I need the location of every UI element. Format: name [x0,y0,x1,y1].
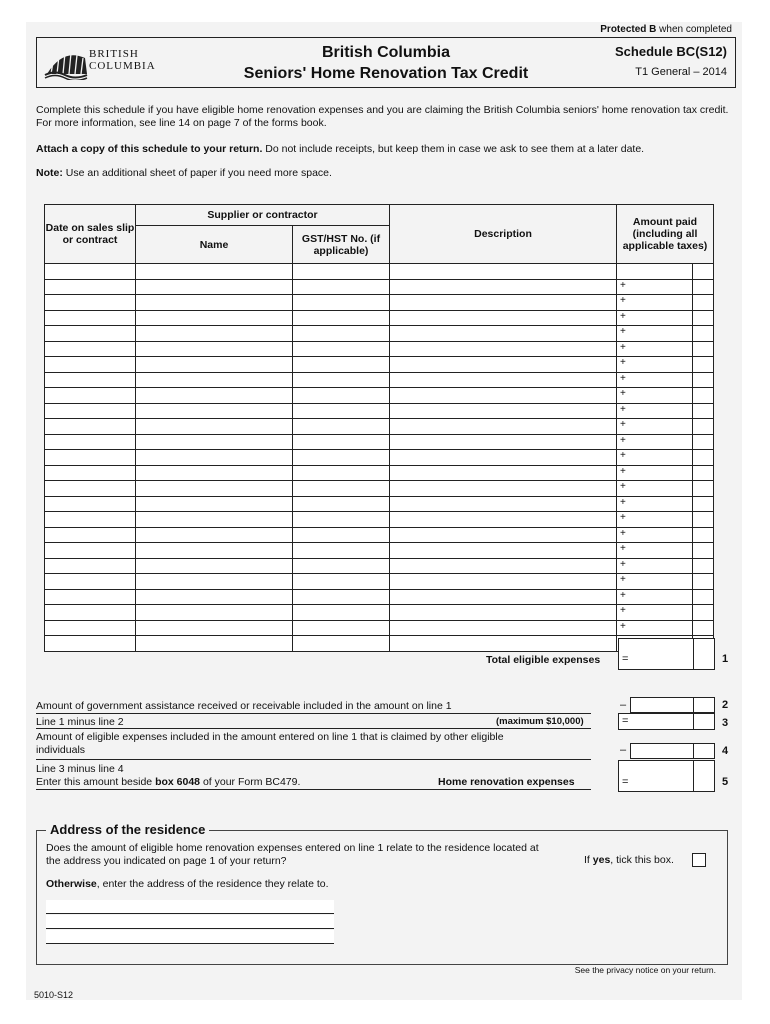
description-cell[interactable] [390,574,617,590]
table-row [45,372,714,388]
address-line-1-field[interactable] [46,900,334,913]
gst-cell[interactable] [293,419,390,435]
gst-cell[interactable] [293,605,390,621]
cents-cell[interactable] [693,481,714,497]
line-3-symbol: = [622,715,629,727]
description-cell[interactable] [390,481,617,497]
name-cell[interactable] [136,574,293,590]
home-renovation-label: Home renovation expenses [438,776,575,788]
table-row [45,481,714,497]
name-cell[interactable] [136,543,293,559]
cents-cell[interactable] [693,589,714,605]
logo-line-1: BRITISH [89,48,139,60]
cents-cell[interactable] [693,434,714,450]
gst-cell[interactable] [293,279,390,295]
gst-cell[interactable] [293,481,390,497]
intro-paragraph: Complete this schedule if you have eligible home renovation expenses and you are claiming the British Columbia seniors' home renovation tax credit. For more information, see line 14 on page 7 of the forms book. [36,104,729,129]
address-line-1 [46,913,334,914]
description-cell[interactable] [390,419,617,435]
table-row [45,543,714,559]
line-3-maximum: (maximum $10,000) [496,716,584,727]
header-gst: GST/HST No. (if applicable) [293,226,390,264]
cents-cell[interactable] [693,620,714,636]
name-cell[interactable] [136,310,293,326]
gst-cell[interactable] [293,512,390,528]
name-cell[interactable] [136,589,293,605]
amount-cell[interactable] [617,279,693,295]
amount-cell[interactable] [617,434,693,450]
description-cell[interactable] [390,527,617,543]
table-row [45,589,714,605]
plus-sign: + [620,388,626,399]
gst-cell[interactable] [293,357,390,373]
amount-cell[interactable] [617,512,693,528]
name-cell[interactable] [136,372,293,388]
address-line-3 [46,943,334,944]
cents-cell[interactable] [693,450,714,466]
amount-cell[interactable] [617,450,693,466]
date-cell[interactable] [45,574,136,590]
gst-cell[interactable] [293,558,390,574]
plus-sign: + [620,620,626,632]
plus-sign: + [620,558,626,570]
address-line-2 [46,928,334,929]
cents-cell[interactable] [693,512,714,528]
line-4-label: Amount of eligible expenses included in the amount entered on line 1 that is claimed by other eligible individuals [36,731,504,756]
line-5-label-2 [36,776,300,788]
amount-cell[interactable] [617,574,693,590]
form-subtitle: Seniors' Home Renovation Tax Credit [243,65,529,82]
amount-cell[interactable] [617,388,693,404]
table-row [45,419,714,435]
cents-cell[interactable] [693,403,714,419]
protected-notice [600,24,732,35]
line-2-rule [36,713,591,714]
expense-table [44,204,714,652]
name-cell[interactable] [136,388,293,404]
description-cell[interactable] [390,310,617,326]
table-row [45,388,714,404]
description-cell[interactable] [390,465,617,481]
line-4-rule [36,759,591,760]
if-yes-instruction [584,854,674,866]
gst-cell[interactable] [293,543,390,559]
table-row [45,326,714,342]
plus-sign: + [620,326,626,337]
date-cell[interactable] [45,341,136,357]
plus-sign: + [620,481,626,492]
table-row [45,512,714,528]
line-1-number: 1 [722,653,729,665]
plus-sign: + [620,419,626,430]
date-cell[interactable] [45,496,136,512]
gst-cell[interactable] [293,341,390,357]
description-cell[interactable] [390,496,617,512]
plus-sign: + [620,496,626,508]
table-row [45,496,714,512]
gst-cell[interactable] [293,326,390,342]
gst-cell[interactable] [293,295,390,311]
if-post: , tick this box. [610,854,674,866]
line-5-pre: Enter this amount beside [36,776,156,788]
otherwise-bold: Otherwise [46,878,97,890]
amount-cell[interactable] [617,496,693,512]
date-cell[interactable] [45,372,136,388]
date-cell[interactable] [45,419,136,435]
plus-sign: + [620,512,626,523]
gst-cell[interactable] [293,527,390,543]
date-cell[interactable] [45,403,136,419]
line-2-amount[interactable] [630,697,695,713]
cents-cell[interactable] [693,310,714,326]
name-cell[interactable] [136,512,293,528]
plus-sign: + [620,589,626,601]
name-cell[interactable] [136,620,293,636]
form-year: T1 General – 2014 [635,66,727,78]
if-pre: If [584,854,593,866]
name-cell[interactable] [136,419,293,435]
cents-cell[interactable] [693,372,714,388]
line-4-number: 4 [722,745,729,757]
header-supplier: Supplier or contractor [136,205,390,226]
name-cell[interactable] [136,636,293,652]
amount-cell[interactable] [617,326,693,342]
privacy-notice: See the privacy notice on your return. [574,965,716,975]
date-cell[interactable] [45,527,136,543]
description-cell[interactable] [390,636,617,652]
amount-cell[interactable] [617,589,693,605]
amount-cell[interactable] [617,403,693,419]
plus-sign: + [620,279,626,291]
plus-sign: + [620,341,626,353]
line-4-amount[interactable] [630,743,695,759]
description-cell[interactable] [390,357,617,373]
gst-cell[interactable] [293,496,390,512]
date-cell[interactable] [45,620,136,636]
note-rest: Use an additional sheet of paper if you need more space. [62,167,332,179]
line-5-box-ref: box 6048 [155,776,201,788]
attach-instruction [36,143,736,156]
line-1-cents[interactable] [693,638,715,670]
table-row [45,636,714,652]
amount-cell[interactable] [617,527,693,543]
date-cell[interactable] [45,512,136,528]
line-4-symbol: – [620,744,627,756]
amount-cell[interactable] [617,419,693,435]
amount-cell[interactable] [617,620,693,636]
protected-suffix: when completed [656,24,732,35]
name-cell[interactable] [136,279,293,295]
yes-checkbox[interactable] [692,853,706,867]
note [36,167,736,180]
line-3-cents[interactable] [693,713,715,730]
table-row [45,527,714,543]
date-cell[interactable] [45,465,136,481]
gst-cell[interactable] [293,264,390,280]
line-5-rule [36,789,591,790]
line-2-number: 2 [722,699,729,711]
cents-cell[interactable] [693,465,714,481]
cents-cell[interactable] [693,279,714,295]
header-description: Description [390,205,617,264]
gst-cell[interactable] [293,574,390,590]
name-cell[interactable] [136,465,293,481]
description-cell[interactable] [390,512,617,528]
date-cell[interactable] [45,279,136,295]
cents-cell[interactable] [693,419,714,435]
cents-cell[interactable] [693,264,714,280]
plus-sign: + [620,450,626,461]
date-cell[interactable] [45,326,136,342]
cents-cell[interactable] [693,341,714,357]
cents-cell[interactable] [693,388,714,404]
plus-sign: + [620,295,626,306]
plus-sign: + [620,357,626,368]
table-row [45,264,714,280]
line-5-amount[interactable] [618,760,695,792]
total-eligible-label: Total eligible expenses [486,654,601,666]
table-row [45,620,714,636]
plus-sign: + [620,372,626,384]
header-date: Date on sales slip or contract [45,205,136,264]
amount-cell[interactable] [617,295,693,311]
gst-cell[interactable] [293,434,390,450]
table-row [45,279,714,295]
name-cell[interactable] [136,403,293,419]
table-row [45,310,714,326]
description-cell[interactable] [390,372,617,388]
cents-cell[interactable] [693,295,714,311]
line-2-label: Amount of government assistance received or receivable included in the amount on line 1 [36,700,452,712]
protected-label: Protected B [600,24,657,35]
amount-cell[interactable] [617,357,693,373]
table-row [45,295,714,311]
line-3-number: 3 [722,717,729,729]
plus-sign: + [620,574,626,585]
name-cell[interactable] [136,496,293,512]
plus-sign: + [620,543,626,554]
gst-cell[interactable] [293,636,390,652]
name-cell[interactable] [136,434,293,450]
amount-cell[interactable] [617,481,693,497]
name-cell[interactable] [136,326,293,342]
name-cell[interactable] [136,264,293,280]
schedule-number: Schedule BC(S12) [615,44,727,59]
note-bold: Note: [36,167,63,179]
form-title: British Columbia [321,44,450,61]
name-cell[interactable] [136,527,293,543]
header-amount: Amount paid (including all applicable taxes) [617,205,714,264]
plus-sign: + [620,434,626,446]
date-cell[interactable] [45,450,136,466]
table-row [45,450,714,466]
description-cell[interactable] [390,434,617,450]
date-cell[interactable] [45,388,136,404]
cents-cell[interactable] [693,574,714,590]
description-cell[interactable] [390,341,617,357]
date-cell[interactable] [45,589,136,605]
description-cell[interactable] [390,589,617,605]
amount-cell[interactable] [617,264,693,280]
attach-rest: Do not include receipts, but keep them in case we ask to see them at a later date. [262,143,645,155]
description-cell[interactable] [390,450,617,466]
date-cell[interactable] [45,295,136,311]
cents-cell[interactable] [693,605,714,621]
line-5-symbol: = [622,776,629,788]
form-page [26,22,742,1000]
otherwise-instruction [46,878,329,890]
plus-sign: + [620,465,626,477]
table-row [45,357,714,373]
date-cell[interactable] [45,558,136,574]
amount-cell[interactable] [617,465,693,481]
table-row [45,403,714,419]
plus-sign: + [620,403,626,415]
description-cell[interactable] [390,388,617,404]
gst-cell[interactable] [293,465,390,481]
description-cell[interactable] [390,605,617,621]
amount-cell[interactable] [617,372,693,388]
date-cell[interactable] [45,310,136,326]
line-5-number: 5 [722,776,729,788]
table-row [45,341,714,357]
description-cell[interactable] [390,558,617,574]
table-row [45,465,714,481]
name-cell[interactable] [136,341,293,357]
date-cell[interactable] [45,605,136,621]
cents-cell[interactable] [693,326,714,342]
gst-cell[interactable] [293,403,390,419]
name-cell[interactable] [136,481,293,497]
date-cell[interactable] [45,636,136,652]
cents-cell[interactable] [693,496,714,512]
line-1-amount[interactable] [618,638,695,670]
line-3-label: Line 1 minus line 2 [36,716,124,728]
line-3-amount[interactable] [618,713,695,730]
line-5-post: of your Form BC479. [200,776,301,788]
line-5-label-1: Line 3 minus line 4 [36,763,124,775]
amount-cell[interactable] [617,605,693,621]
amount-cell[interactable] [617,341,693,357]
gst-cell[interactable] [293,450,390,466]
plus-sign: + [620,527,626,539]
name-cell[interactable] [136,295,293,311]
amount-cell[interactable] [617,310,693,326]
cents-cell[interactable] [693,558,714,574]
plus-sign: + [620,310,626,322]
address-line-3-field[interactable] [46,930,334,943]
cents-cell[interactable] [693,527,714,543]
name-cell[interactable] [136,605,293,621]
line-5-cents[interactable] [693,760,715,792]
date-cell[interactable] [45,357,136,373]
date-cell[interactable] [45,481,136,497]
gst-cell[interactable] [293,388,390,404]
description-cell[interactable] [390,326,617,342]
name-cell[interactable] [136,558,293,574]
description-cell[interactable] [390,543,617,559]
if-yes: yes [592,854,611,866]
date-cell[interactable] [45,434,136,450]
description-cell[interactable] [390,620,617,636]
line-4-cents[interactable] [693,743,715,759]
line-3-rule [36,728,591,729]
gst-cell[interactable] [293,310,390,326]
logo-line-2: COLUMBIA [89,60,156,72]
address-question: Does the amount of eligible home renovation expenses entered on line 1 relate to the residence located at the address you indicated on page 1 of your return? [46,842,539,867]
table-row [45,574,714,590]
description-cell[interactable] [390,403,617,419]
name-cell[interactable] [136,450,293,466]
gst-cell[interactable] [293,589,390,605]
gst-cell[interactable] [293,620,390,636]
header-name: Name [136,226,293,264]
amount-cell[interactable] [617,543,693,559]
line-2-cents[interactable] [693,697,715,713]
plus-sign: + [620,605,626,616]
line-2-symbol: – [620,699,627,711]
attach-bold: Attach a copy of this schedule to your return. [36,143,263,155]
date-cell[interactable] [45,543,136,559]
header-box [36,37,736,88]
amount-cell[interactable] [617,558,693,574]
gst-cell[interactable] [293,372,390,388]
description-cell[interactable] [390,295,617,311]
address-line-2-field[interactable] [46,915,334,928]
cents-cell[interactable] [693,543,714,559]
description-cell[interactable] [390,264,617,280]
table-row [45,434,714,450]
address-title: Address of the residence [46,822,209,837]
description-cell[interactable] [390,279,617,295]
cents-cell[interactable] [693,357,714,373]
table-row [45,558,714,574]
table-row [45,605,714,621]
line-1-symbol: = [622,653,629,665]
otherwise-rest: , enter the address of the residence they relate to. [96,878,329,890]
form-code: 5010-S12 [34,990,74,1000]
date-cell[interactable] [45,264,136,280]
name-cell[interactable] [136,357,293,373]
